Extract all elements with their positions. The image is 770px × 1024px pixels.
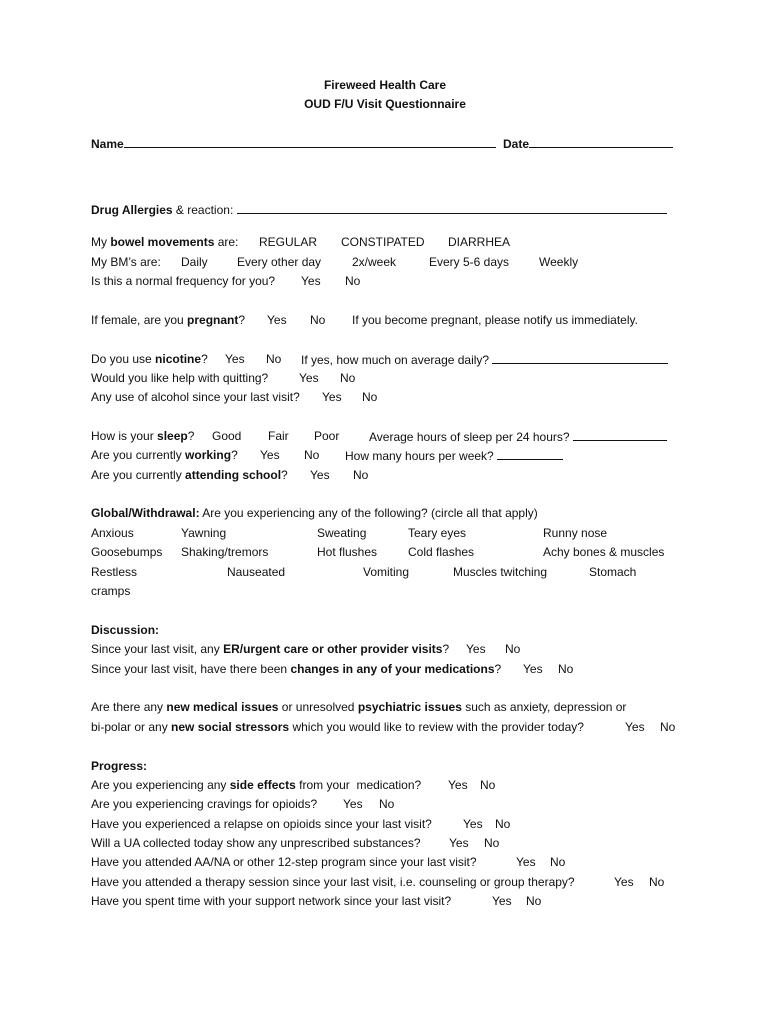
- sleep-hours-field[interactable]: [573, 429, 667, 441]
- sleep-hours-row: [369, 429, 667, 443]
- symptom-vomiting[interactable]: Vomiting: [363, 565, 410, 579]
- side-effects-no[interactable]: No: [480, 778, 496, 792]
- working-no[interactable]: No: [304, 448, 320, 462]
- quit-help-yes[interactable]: Yes: [299, 371, 319, 385]
- allergies-row: [91, 202, 667, 216]
- option-regular[interactable]: REGULAR: [259, 235, 318, 249]
- symptom-nauseated[interactable]: Nauseated: [227, 565, 286, 579]
- nicotine-no[interactable]: No: [266, 352, 282, 366]
- cravings-no[interactable]: No: [379, 797, 395, 811]
- symptom-restless[interactable]: Restless: [91, 565, 138, 579]
- working-question: Are you currently working?: [91, 448, 238, 462]
- nicotine-amount-row: [301, 352, 668, 366]
- sleep-hours-label: Average hours of sleep per 24 hours?: [369, 430, 570, 444]
- symptom-goosebumps[interactable]: Goosebumps: [91, 545, 163, 559]
- relapse-no[interactable]: No: [495, 817, 511, 831]
- nicotine-question: Do you use nicotine?: [91, 352, 208, 366]
- er-visits-no[interactable]: No: [505, 642, 521, 656]
- medical-issues-question: Are there any new medical issues or unresolved psychiatric issues such as anxiety, depression or: [91, 700, 627, 714]
- quit-help-no[interactable]: No: [340, 371, 356, 385]
- pregnant-question: If female, are you pregnant?: [91, 313, 246, 327]
- option-constipated[interactable]: CONSTIPATED: [341, 235, 425, 249]
- symptom-yawning[interactable]: Yawning: [181, 526, 227, 540]
- med-changes-yes[interactable]: Yes: [523, 662, 543, 676]
- medical-issues-question-cont: bi-polar or any new social stressors which you would like to review with the provider today?: [91, 720, 584, 734]
- date-row: [503, 136, 673, 150]
- allergies-label: Drug Allergies: [91, 203, 173, 217]
- pregnant-no[interactable]: No: [310, 313, 326, 327]
- name-field[interactable]: [124, 136, 496, 148]
- symptom-stomach-cramps-wrap: cramps: [91, 584, 131, 598]
- sleep-good[interactable]: Good: [212, 429, 242, 443]
- progress-heading: Progress:: [91, 759, 148, 773]
- pregnancy-note: If you become pregnant, please notify us immediately.: [352, 313, 638, 327]
- bowel-question: My bowel movements are:: [91, 235, 239, 249]
- work-hours-row: [345, 448, 563, 462]
- relapse-question: Have you experienced a relapse on opioids since your last visit?: [91, 817, 432, 831]
- option-daily[interactable]: Daily: [181, 255, 208, 269]
- alcohol-yes[interactable]: Yes: [322, 390, 342, 404]
- bm-label: My BM’s are:: [91, 255, 161, 269]
- med-changes-no[interactable]: No: [558, 662, 574, 676]
- school-question: Are you currently attending school?: [91, 468, 288, 482]
- quit-help-question: Would you like help with quitting?: [91, 371, 269, 385]
- symptom-anxious[interactable]: Anxious: [91, 526, 134, 540]
- nicotine-yes[interactable]: Yes: [225, 352, 245, 366]
- therapy-question: Have you attended a therapy session since your last visit, i.e. counseling or group therapy?: [91, 875, 575, 889]
- support-network-yes[interactable]: Yes: [492, 894, 512, 908]
- sleep-fair[interactable]: Fair: [268, 429, 289, 443]
- school-no[interactable]: No: [353, 468, 369, 482]
- withdrawal-question: Global/Withdrawal: Are you experiencing any of the following? (circle all that apply): [91, 506, 538, 520]
- symptom-muscles-twitching[interactable]: Muscles twitching: [453, 565, 548, 579]
- normal-frequency-yes[interactable]: Yes: [301, 274, 321, 288]
- symptom-runny-nose[interactable]: Runny nose: [543, 526, 608, 540]
- sleep-poor[interactable]: Poor: [314, 429, 340, 443]
- therapy-no[interactable]: No: [649, 875, 665, 889]
- therapy-yes[interactable]: Yes: [614, 875, 634, 889]
- relapse-yes[interactable]: Yes: [463, 817, 483, 831]
- name-label: Name: [91, 137, 124, 151]
- option-weekly[interactable]: Weekly: [539, 255, 579, 269]
- symptom-hot-flushes[interactable]: Hot flushes: [317, 545, 378, 559]
- aa-na-question: Have you attended AA/NA or other 12-step program since your last visit?: [91, 855, 477, 869]
- discussion-heading: Discussion:: [91, 623, 160, 637]
- medical-issues-yes[interactable]: Yes: [625, 720, 645, 734]
- er-visits-question: Since your last visit, any ER/urgent care or other provider visits?: [91, 642, 450, 656]
- support-network-question: Have you spent time with your support network since your last visit?: [91, 894, 452, 908]
- nicotine-amount-field[interactable]: [492, 352, 668, 364]
- symptom-shaking-tremors[interactable]: Shaking/tremors: [181, 545, 269, 559]
- alcohol-no[interactable]: No: [362, 390, 378, 404]
- er-visits-yes[interactable]: Yes: [466, 642, 486, 656]
- symptom-achy-bones[interactable]: Achy bones & muscles: [543, 545, 665, 559]
- working-yes[interactable]: Yes: [260, 448, 280, 462]
- side-effects-question: Are you experiencing any side effects from your medication?: [91, 778, 422, 792]
- work-hours-field[interactable]: [497, 448, 563, 460]
- ua-no[interactable]: No: [484, 836, 500, 850]
- nicotine-amount-label: If yes, how much on average daily?: [301, 353, 490, 367]
- option-diarrhea[interactable]: DIARRHEA: [448, 235, 511, 249]
- option-every-5-6-days[interactable]: Every 5-6 days: [429, 255, 510, 269]
- symptom-teary-eyes[interactable]: Teary eyes: [408, 526, 467, 540]
- symptom-sweating[interactable]: Sweating: [317, 526, 367, 540]
- form-title: OUD F/U Visit Questionnaire: [304, 97, 466, 111]
- medical-issues-no[interactable]: No: [660, 720, 676, 734]
- date-label: Date: [503, 137, 530, 151]
- cravings-question: Are you experiencing cravings for opioids?: [91, 797, 318, 811]
- allergies-field[interactable]: [237, 202, 667, 214]
- med-changes-question: Since your last visit, have there been changes in any of your medications?: [91, 662, 502, 676]
- cravings-yes[interactable]: Yes: [343, 797, 363, 811]
- ua-question: Will a UA collected today show any unprescribed substances?: [91, 836, 421, 850]
- date-field[interactable]: [529, 136, 673, 148]
- aa-na-yes[interactable]: Yes: [516, 855, 536, 869]
- option-every-other-day[interactable]: Every other day: [237, 255, 322, 269]
- support-network-no[interactable]: No: [526, 894, 542, 908]
- org-name: Fireweed Health Care: [323, 78, 447, 92]
- pregnant-yes[interactable]: Yes: [267, 313, 287, 327]
- alcohol-question: Any use of alcohol since your last visit?: [91, 390, 300, 404]
- sleep-question: How is your sleep?: [91, 429, 195, 443]
- ua-yes[interactable]: Yes: [449, 836, 469, 850]
- allergies-reaction-label: & reaction:: [172, 203, 234, 217]
- normal-frequency-question: Is this a normal frequency for you?: [91, 274, 276, 288]
- work-hours-label: How many hours per week?: [345, 449, 494, 463]
- school-yes[interactable]: Yes: [310, 468, 330, 482]
- normal-frequency-no[interactable]: No: [345, 274, 361, 288]
- symptom-stomach[interactable]: Stomach: [589, 565, 637, 579]
- symptom-cold-flashes[interactable]: Cold flashes: [408, 545, 475, 559]
- side-effects-yes[interactable]: Yes: [448, 778, 468, 792]
- name-row: [91, 136, 496, 150]
- aa-na-no[interactable]: No: [550, 855, 566, 869]
- option-2x-week[interactable]: 2x/week: [352, 255, 397, 269]
